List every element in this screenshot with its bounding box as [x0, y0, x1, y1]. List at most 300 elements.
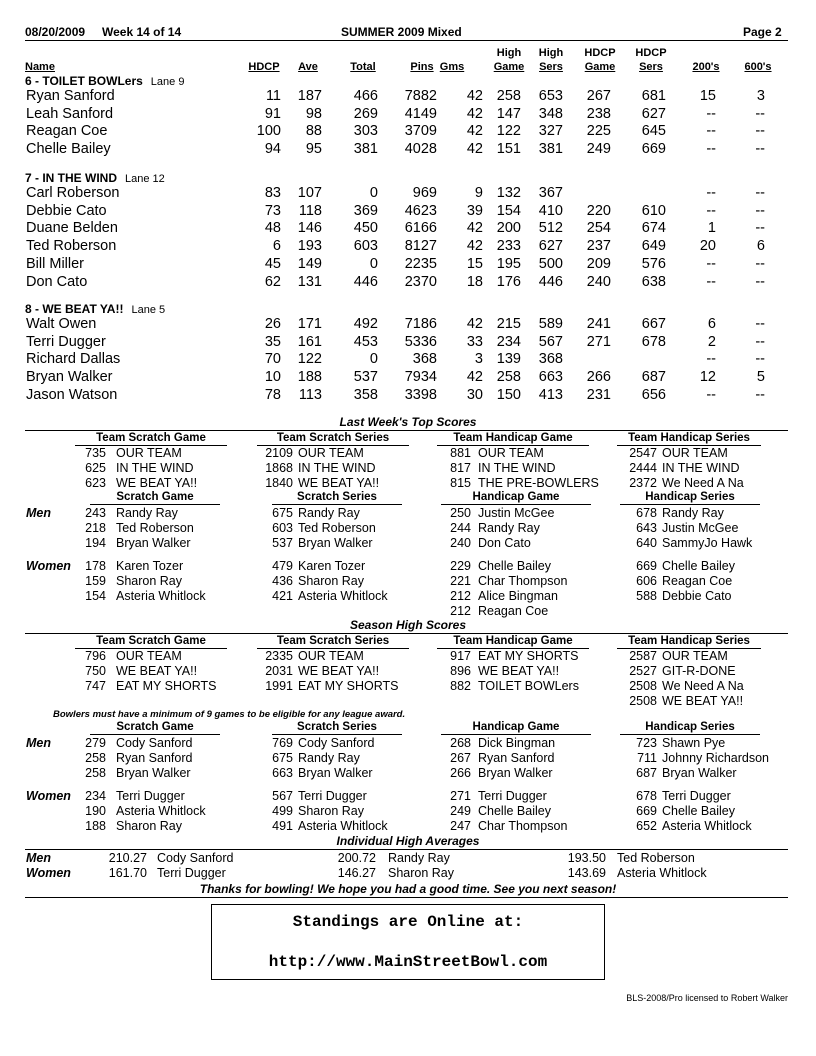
score-value: 479	[272, 559, 293, 573]
score-bowler: Justin McGee	[478, 506, 555, 520]
bowler-stat: 3	[756, 88, 765, 104]
column-header-high_sers-line1: High	[538, 47, 564, 59]
bowler-stat: 149	[297, 255, 322, 272]
score-value: 817	[450, 461, 471, 475]
score-value: 243	[85, 506, 106, 520]
score-value: 499	[272, 804, 293, 818]
score-value: 190	[85, 804, 106, 818]
bowler-stat: 5336	[404, 333, 437, 350]
score-bowler: Shawn Pye	[662, 736, 726, 750]
bowler-stat: 649	[641, 238, 666, 255]
online-line-1: Standings are Online at:	[292, 913, 524, 931]
bowler-stat: 638	[641, 273, 666, 290]
individual-category-header: Handicap Series	[620, 491, 760, 505]
score-bowler: EAT MY SHORTS	[116, 679, 217, 693]
bowler-stat: 15	[466, 255, 483, 272]
score-value: 247	[450, 819, 471, 833]
bowler-stat: 154	[496, 202, 521, 219]
bowler-stat: 209	[586, 255, 611, 272]
column-header-hdcp_game-line2: Game	[584, 61, 616, 73]
average-value: 193.50	[567, 851, 606, 865]
bowler-stat: 161	[297, 333, 322, 350]
bowler-stat: 45	[264, 255, 281, 272]
bowler-stat: 42	[466, 105, 483, 122]
bowler-stat: 667	[641, 316, 666, 332]
bowler-stat: 195	[496, 255, 521, 272]
score-bowler: OUR TEAM	[116, 649, 182, 663]
bowler-stat: 410	[538, 202, 563, 219]
bowler-stat: 3398	[404, 386, 437, 403]
score-value: 747	[85, 679, 106, 693]
bowler-stat: 200	[496, 220, 521, 237]
score-value: 234	[85, 789, 106, 803]
bowler-stat: 107	[297, 185, 322, 201]
score-value: 229	[450, 559, 471, 573]
bowler-stat: 500	[538, 255, 563, 272]
bowler-stat: 269	[353, 105, 378, 122]
bowler-stat: 9	[474, 185, 483, 201]
average-bowler: Ted Roberson	[617, 851, 695, 865]
bowler-stat: 146	[297, 220, 322, 237]
bowler-stat: --	[755, 123, 765, 140]
bowler-stat: 0	[369, 185, 378, 201]
bowler-stat: 15	[699, 88, 716, 104]
bowler-name: Reagan Coe	[26, 123, 108, 140]
score-value: 1868	[265, 461, 293, 475]
men-label: Men	[26, 851, 51, 865]
bowler-stat: 3	[474, 351, 483, 368]
team-category-header: Team Handicap Game	[437, 432, 589, 446]
bowler-stat: 220	[586, 202, 611, 219]
score-bowler: Bryan Walker	[298, 766, 373, 780]
score-value: 240	[450, 536, 471, 550]
bowler-stat: 91	[264, 105, 281, 122]
score-value: 244	[450, 521, 471, 535]
score-bowler: OUR TEAM	[662, 446, 728, 460]
score-bowler: Asteria Whitlock	[298, 589, 388, 603]
bowler-stat: --	[706, 386, 716, 403]
score-value: 678	[636, 506, 657, 520]
bowler-stat: 6166	[404, 220, 437, 237]
bowler-stat: 258	[496, 369, 521, 386]
score-bowler: WE BEAT YA!!	[662, 694, 744, 708]
bowler-stat: 187	[297, 88, 322, 104]
score-bowler: Ted Roberson	[298, 521, 376, 535]
score-value: 2508	[629, 694, 657, 708]
bowler-stat: 150	[496, 386, 521, 403]
score-bowler: Justin McGee	[662, 521, 739, 535]
team-category-header: Team Handicap Game	[437, 635, 589, 649]
score-bowler: Chelle Bailey	[478, 559, 551, 573]
team-category-header: Team Scratch Series	[257, 432, 409, 446]
bowler-stat: --	[706, 273, 716, 290]
score-value: 250	[450, 506, 471, 520]
bowler-stat: 453	[353, 333, 378, 350]
team-category-header: Team Scratch Game	[75, 635, 227, 649]
bowler-stat: 240	[586, 273, 611, 290]
score-bowler: OUR TEAM	[116, 446, 182, 460]
score-bowler: WE BEAT YA!!	[298, 476, 380, 490]
bowler-stat: 33	[466, 333, 483, 350]
bowler-stat: 492	[353, 316, 378, 332]
score-bowler: WE BEAT YA!!	[298, 664, 380, 678]
bowler-stat: 653	[538, 88, 563, 104]
bowler-stat: 4149	[404, 105, 437, 122]
column-header-total: Total	[350, 61, 376, 73]
score-bowler: Asteria Whitlock	[116, 589, 206, 603]
average-value: 146.27	[337, 866, 376, 880]
bowler-name: Jason Watson	[26, 386, 118, 403]
bowler-stat: --	[706, 105, 716, 122]
column-header-c200: 200's	[692, 61, 720, 73]
bowler-stat: --	[755, 255, 765, 272]
bowler-stat: 73	[264, 202, 281, 219]
score-value: 212	[450, 604, 471, 618]
section-title-season: Season High Scores	[349, 618, 467, 632]
bowler-stat: 234	[496, 333, 521, 350]
bowler-stat: 42	[466, 369, 483, 386]
bowler-stat: 42	[466, 238, 483, 255]
bowler-stat: 567	[538, 333, 563, 350]
score-value: 194	[85, 536, 106, 550]
section-title-averages: Individual High Averages	[336, 834, 480, 848]
bowler-stat: 95	[305, 141, 322, 158]
bowler-stat: 627	[538, 238, 563, 255]
bowler-stat: 4028	[404, 141, 437, 158]
score-value: 2031	[265, 664, 293, 678]
score-bowler: Karen Tozer	[116, 559, 184, 573]
bowler-stat: 188	[297, 369, 322, 386]
men-label: Men	[26, 736, 51, 750]
average-value: 200.72	[337, 851, 376, 865]
bowler-stat: 254	[586, 220, 611, 237]
bowler-stat: 225	[586, 123, 611, 140]
score-bowler: Debbie Cato	[662, 589, 732, 603]
bowler-stat: 368	[538, 351, 563, 368]
bowler-stat: 267	[586, 88, 611, 104]
score-bowler: IN THE WIND	[298, 461, 376, 475]
bowler-name: Walt Owen	[26, 316, 97, 332]
bowler-name: Carl Roberson	[26, 185, 120, 201]
score-bowler: Dick Bingman	[478, 736, 556, 750]
bowler-stat: 450	[353, 220, 378, 237]
score-bowler: Cody Sanford	[298, 736, 375, 750]
column-header-hdcp: HDCP	[248, 61, 280, 73]
team-name: 8 - WE BEAT YA!!	[25, 302, 124, 316]
score-value: 159	[85, 574, 106, 588]
online-url[interactable]: http://www.MainStreetBowl.com	[268, 953, 548, 971]
average-bowler: Randy Ray	[388, 851, 450, 865]
team-lane: Lane 5	[131, 304, 166, 316]
score-bowler: Terri Dugger	[478, 789, 547, 803]
bowler-stat: 18	[466, 273, 483, 290]
average-bowler: Terri Dugger	[157, 866, 226, 880]
bowler-stat: 589	[538, 316, 563, 332]
score-bowler: Don Cato	[478, 536, 531, 550]
score-value: 2109	[265, 446, 293, 460]
bowler-stat: --	[755, 273, 765, 290]
bowler-stat: 26	[264, 316, 281, 332]
bowler-stat: 6	[272, 238, 281, 255]
individual-category-header: Scratch Game	[90, 491, 220, 505]
score-bowler: SammyJo Hawk	[662, 536, 753, 550]
average-value: 143.69	[567, 866, 606, 880]
score-value: 2547	[629, 446, 657, 460]
score-bowler: Char Thompson	[478, 574, 568, 588]
score-bowler: Bryan Walker	[116, 536, 191, 550]
score-bowler: Sharon Ray	[116, 574, 183, 588]
bowler-stat: 249	[586, 141, 611, 158]
score-value: 154	[85, 589, 106, 603]
women-label: Women	[26, 559, 71, 573]
bowler-stat: 7186	[404, 316, 437, 332]
bowler-stat: --	[706, 202, 716, 219]
score-value: 221	[450, 574, 471, 588]
score-value: 2508	[629, 679, 657, 693]
score-value: 1991	[265, 679, 293, 693]
bowler-stat: 327	[538, 123, 563, 140]
score-value: 623	[85, 476, 106, 490]
bowler-stat: --	[706, 185, 716, 201]
score-bowler: WE BEAT YA!!	[478, 664, 560, 678]
team-lane: Lane 12	[125, 173, 165, 185]
score-value: 266	[450, 766, 471, 780]
bowler-stat: --	[755, 316, 765, 332]
bowler-stat: 2	[707, 333, 716, 350]
score-bowler: OUR TEAM	[662, 649, 728, 663]
team-lane: Lane 9	[150, 76, 185, 88]
bowler-stat: 266	[586, 369, 611, 386]
section-rule	[25, 849, 788, 850]
score-value: 796	[85, 649, 106, 663]
bowler-stat: 368	[412, 351, 437, 368]
bowler-stat: --	[755, 386, 765, 403]
score-value: 267	[450, 751, 471, 765]
score-bowler: EAT MY SHORTS	[298, 679, 399, 693]
bowler-stat: 669	[641, 141, 666, 158]
bowler-stat: 62	[264, 273, 281, 290]
score-bowler: Chelle Bailey	[478, 804, 551, 818]
bowler-stat: 122	[297, 351, 322, 368]
bowler-stat: 663	[538, 369, 563, 386]
bowler-stat: 100	[256, 123, 281, 140]
score-bowler: Randy Ray	[478, 521, 540, 535]
score-bowler: GIT-R-DONE	[662, 664, 736, 678]
score-bowler: Johnny Richardson	[662, 751, 770, 765]
bowler-stat: 1	[707, 220, 716, 237]
bowler-name: Chelle Bailey	[26, 141, 111, 158]
score-value: 279	[85, 736, 106, 750]
score-bowler: IN THE WIND	[478, 461, 556, 475]
score-bowler: Reagan Coe	[662, 574, 733, 588]
bowler-stat: 139	[496, 351, 521, 368]
bowler-name: Ted Roberson	[26, 238, 117, 255]
bowler-stat: 48	[264, 220, 281, 237]
bowler-name: Bill Miller	[26, 255, 84, 272]
score-bowler: Sharon Ray	[298, 804, 365, 818]
bowler-stat: 237	[586, 238, 611, 255]
bowler-stat: 687	[641, 369, 666, 386]
score-bowler: WE BEAT YA!!	[116, 476, 198, 490]
bowler-stat: --	[706, 141, 716, 158]
score-value: 588	[636, 589, 657, 603]
score-bowler: Alice Bingman	[478, 589, 558, 603]
score-bowler: THE PRE-BOWLERS	[478, 476, 599, 490]
individual-category-header: Scratch Series	[272, 491, 402, 505]
column-header-hdcp_game-line1: HDCP	[584, 47, 616, 59]
bowler-stat: 446	[353, 273, 378, 290]
score-bowler: Chelle Bailey	[662, 804, 735, 818]
bowler-stat: 271	[586, 333, 611, 350]
score-bowler: Char Thompson	[478, 819, 568, 833]
team-category-header: Team Handicap Series	[617, 635, 761, 649]
bowler-stat: 176	[496, 273, 521, 290]
average-bowler: Sharon Ray	[388, 866, 455, 880]
column-header-hdcp_sers-line1: HDCP	[635, 47, 667, 59]
score-value: 178	[85, 559, 106, 573]
score-value: 491	[272, 819, 293, 833]
bowler-stat: 98	[305, 105, 322, 122]
bowler-stat: 466	[353, 88, 378, 104]
bowler-stat: 678	[641, 333, 666, 350]
team-name: 7 - IN THE WIND	[25, 171, 117, 185]
bowler-name: Ryan Sanford	[26, 88, 115, 104]
score-value: 663	[272, 766, 293, 780]
column-header-gms: Gms	[439, 61, 465, 73]
score-value: 258	[85, 751, 106, 765]
bowler-stat: 358	[353, 386, 378, 403]
bowler-stat: 132	[496, 185, 521, 201]
score-value: 669	[636, 804, 657, 818]
score-value: 652	[636, 819, 657, 833]
team-name: 6 - TOILET BOWLers	[25, 74, 143, 88]
score-value: 268	[450, 736, 471, 750]
score-bowler: Asteria Whitlock	[662, 819, 752, 833]
bowler-stat: 88	[305, 123, 322, 140]
score-value: 711	[637, 751, 657, 765]
score-value: 643	[636, 521, 657, 535]
individual-category-header: Handicap Series	[620, 721, 760, 735]
team-heading	[25, 74, 184, 88]
bowler-stat: 369	[353, 202, 378, 219]
bowler-stat: 656	[641, 386, 666, 403]
bowler-stat: 0	[369, 351, 378, 368]
bowler-stat: 512	[538, 220, 563, 237]
score-value: 2587	[629, 649, 657, 663]
score-value: 249	[450, 804, 471, 818]
column-header-c600: 600's	[744, 61, 772, 73]
women-label: Women	[26, 866, 71, 880]
score-value: 212	[450, 589, 471, 603]
score-value: 750	[85, 664, 106, 678]
score-bowler: Ted Roberson	[116, 521, 194, 535]
score-value: 567	[272, 789, 293, 803]
score-bowler: Randy Ray	[298, 506, 360, 520]
bowler-stat: 42	[466, 88, 483, 104]
license-footer: BLS-2008/Pro licensed to Robert Walker	[626, 993, 788, 1003]
bowler-stat: 381	[538, 141, 563, 158]
bowler-stat: 42	[466, 316, 483, 332]
score-value: 675	[272, 751, 293, 765]
bowler-stat: --	[755, 105, 765, 122]
bowler-stat: 10	[264, 369, 281, 386]
team-category-header: Team Handicap Series	[617, 432, 761, 446]
bowler-stat: --	[755, 202, 765, 219]
bowler-stat: 610	[641, 202, 666, 219]
average-bowler: Asteria Whitlock	[617, 866, 707, 880]
score-bowler: Terri Dugger	[298, 789, 367, 803]
section-title-last_week: Last Week's Top Scores	[339, 415, 477, 429]
score-value: 606	[636, 574, 657, 588]
bowler-stat: 367	[538, 185, 563, 201]
score-bowler: Bryan Walker	[298, 536, 373, 550]
team-category-header: Team Scratch Series	[257, 635, 409, 649]
score-bowler: Bryan Walker	[478, 766, 553, 780]
score-bowler: Terri Dugger	[662, 789, 731, 803]
score-bowler: Bryan Walker	[116, 766, 191, 780]
bowler-stat: 241	[586, 316, 611, 332]
score-value: 687	[636, 766, 657, 780]
individual-category-header: Scratch Game	[90, 721, 220, 735]
bowler-name: Debbie Cato	[26, 202, 107, 219]
score-bowler: Sharon Ray	[116, 819, 183, 833]
bowler-stat: 35	[264, 333, 281, 350]
score-bowler: WE BEAT YA!!	[116, 664, 198, 678]
column-header-name: Name	[25, 61, 55, 73]
bowler-stat: 193	[297, 238, 322, 255]
score-bowler: OUR TEAM	[298, 649, 364, 663]
column-header-ave: Ave	[298, 61, 318, 73]
score-value: 603	[272, 521, 293, 535]
week-label: Week 14 of 14	[102, 25, 182, 39]
bowler-stat: 30	[466, 386, 483, 403]
header-rule	[25, 40, 788, 41]
section-rule	[25, 633, 788, 634]
column-header-hdcp_sers-line2: Sers	[639, 61, 663, 73]
bowler-stat: 238	[586, 105, 611, 122]
score-bowler: Cody Sanford	[116, 736, 193, 750]
bowler-stat: 413	[538, 386, 563, 403]
score-value: 436	[272, 574, 293, 588]
bowler-stat: 969	[412, 185, 437, 201]
bowler-stat: 122	[496, 123, 521, 140]
bowler-stat: 11	[265, 88, 281, 104]
score-value: 669	[636, 559, 657, 573]
team-heading	[25, 302, 165, 316]
bowler-stat: 12	[699, 369, 716, 386]
score-value: 2527	[629, 664, 657, 678]
score-value: 882	[450, 679, 471, 693]
league-title: SUMMER 2009 Mixed	[341, 25, 462, 39]
bowler-stat: 42	[466, 141, 483, 158]
score-value: 881	[450, 446, 471, 460]
bowler-stat: 83	[264, 185, 281, 201]
column-header-high_sers-line2: Sers	[539, 61, 563, 73]
section-rule	[25, 430, 788, 431]
bowler-stat: 78	[264, 386, 281, 403]
score-value: 188	[85, 819, 106, 833]
bowler-stat: 258	[496, 88, 521, 104]
bowler-stat: --	[755, 220, 765, 237]
score-value: 896	[450, 664, 471, 678]
bowler-stat: 147	[496, 105, 521, 122]
bowler-stat: 233	[496, 238, 521, 255]
bowler-stat: 42	[466, 220, 483, 237]
score-bowler: OUR TEAM	[298, 446, 364, 460]
bowler-stat: 94	[264, 141, 281, 158]
bowler-stat: 3709	[404, 123, 437, 140]
bowler-stat: 4623	[404, 202, 437, 219]
